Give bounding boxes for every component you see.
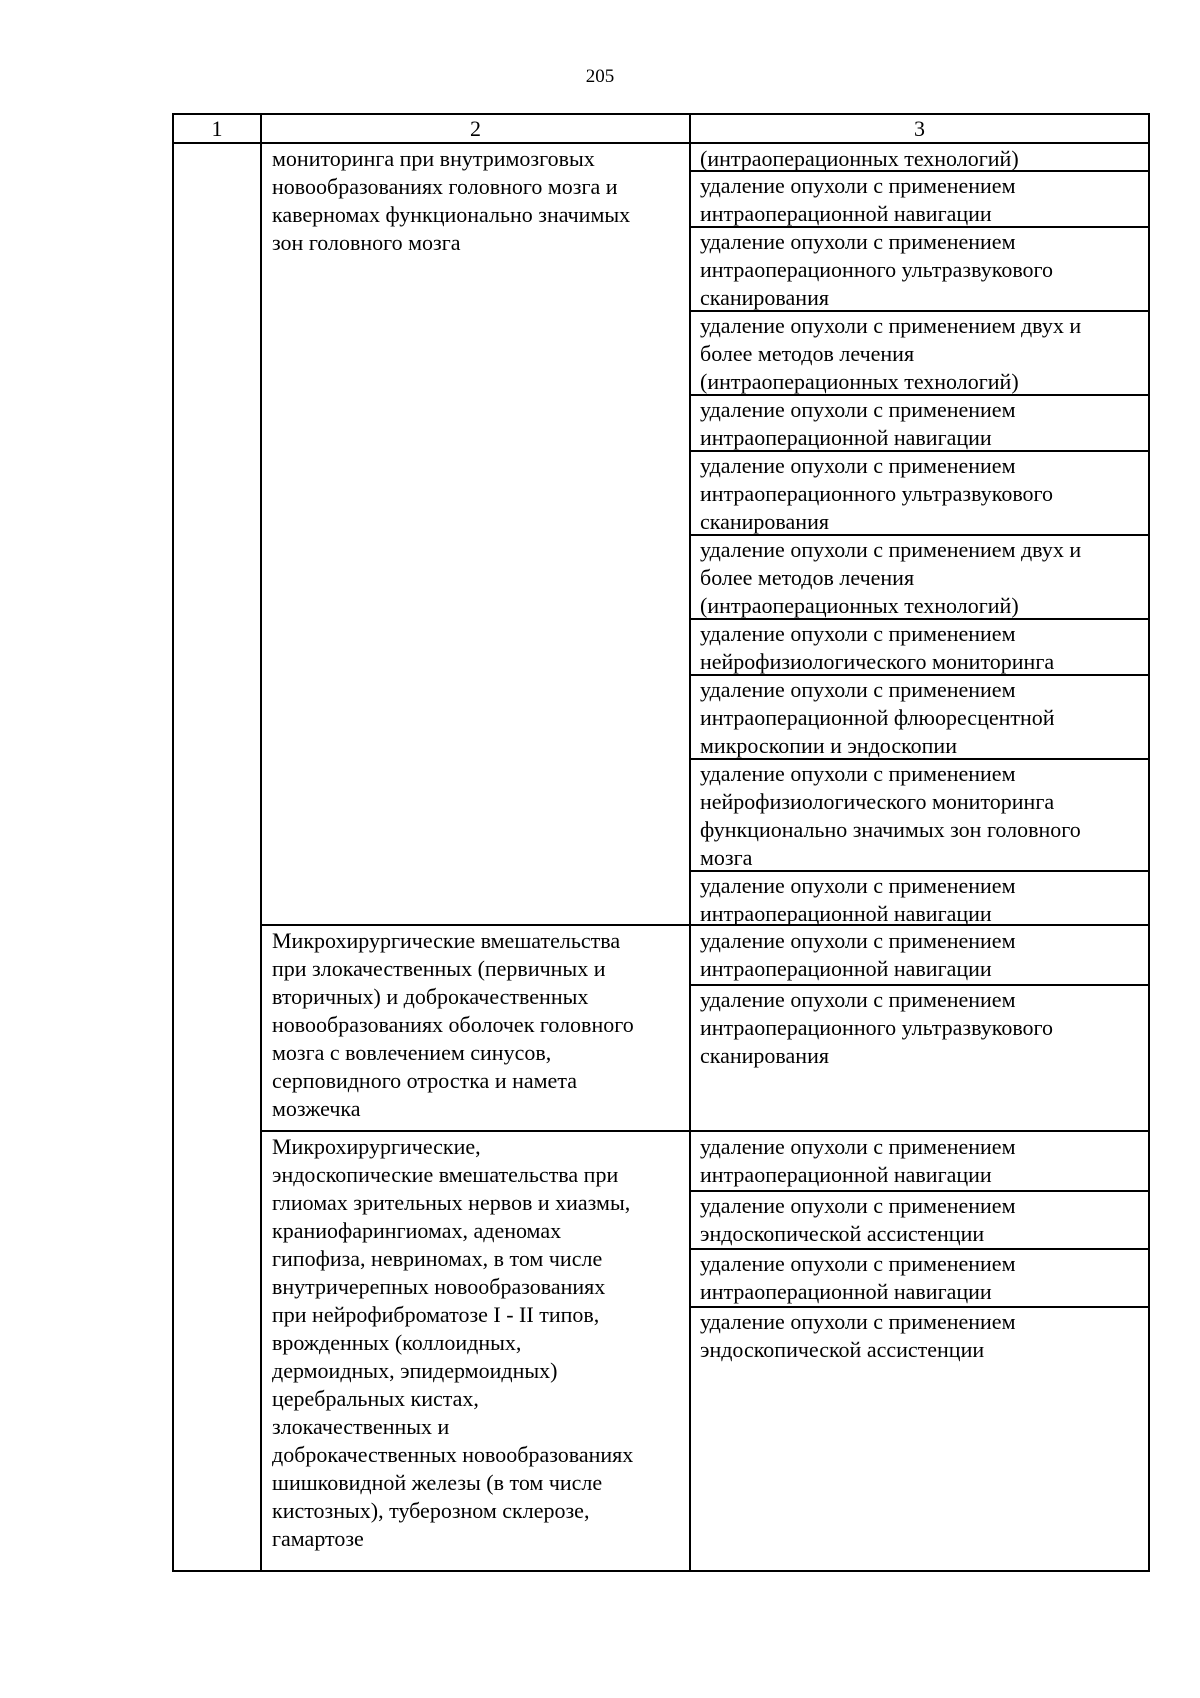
header-divider — [172, 142, 1150, 144]
method-cell: удаление опухоли с применением двух и более методов лечения (интраоперационных технологий) — [700, 313, 1082, 394]
section-cell: Микрохирургические, эндоскопические вмешательства при глиомах зрительных нервов и хиазмы, краниофарингиомах, аденомах гипофиза, невриномах, в том числе внутричерепных новообразованиях при нейрофиброматозе I - II типов, врожденных (коллоидных, дермоидных, эпидермоидных) церебральных кистах, злокачественных и доброкачественных новообразованиях шишковидной железы (в том числе кистозных), туберозном склерозе, гамартозе — [272, 1134, 634, 1551]
method-cell: удаление опухоли с применением интраоперационного ультразвукового сканирования — [700, 229, 1054, 310]
column-divider-1 — [260, 113, 262, 1572]
method-cell: удаление опухоли с применением двух и более методов лечения (интраоперационных технологий) — [700, 537, 1082, 618]
method-cell: удаление опухоли с применением интраоперационной навигации — [700, 1134, 1016, 1187]
section-cell: мониторинга при внутримозговых новообразованиях головного мозга и каверномах функционально значимых зон головного мозга — [272, 146, 631, 255]
method-cell: удаление опухоли с применением интраоперационного ультразвукового сканирования — [700, 987, 1054, 1068]
method-cell: удаление опухоли с применением нейрофизиологического мониторинга функционально значимых зон головного мозга — [700, 761, 1081, 870]
section-cell: Микрохирургические вмешательства при злокачественных (первичных и вторичных) и доброкачественных новообразованиях оболочек головного мозга с вовлечением синусов, серповидного отростка и намета мозжечка — [272, 928, 634, 1121]
method-cell: удаление опухоли с применением интраоперационной навигации — [700, 397, 1016, 450]
method-cell: (интраоперационных технологий) — [700, 146, 1019, 171]
row-divider — [260, 1130, 1150, 1132]
method-cell: удаление опухоли с применением эндоскопической ассистенции — [700, 1309, 1016, 1362]
method-cell: удаление опухоли с применением интраоперационной навигации — [700, 928, 1016, 981]
header-col-2: 2 — [470, 116, 481, 141]
header-col-1: 1 — [211, 116, 223, 141]
column-divider-2 — [689, 113, 691, 1572]
method-cell: удаление опухоли с применением интраоперационного ультразвукового сканирования — [700, 453, 1054, 534]
method-cell: удаление опухоли с применением эндоскопической ассистенции — [700, 1193, 1016, 1246]
method-cell: удаление опухоли с применением интраоперационной навигации — [700, 1251, 1016, 1304]
header-col-3: 3 — [914, 116, 925, 141]
page-number: 205 — [585, 66, 615, 87]
method-cell: удаление опухоли с применением нейрофизиологического мониторинга — [700, 621, 1055, 674]
method-cell: удаление опухоли с применением интраоперационной навигации — [700, 173, 1016, 226]
method-cell: удаление опухоли с применением интраоперационной флюоресцентной микроскопии и эндоскопии — [700, 677, 1055, 758]
method-cell: удаление опухоли с применением интраоперационной навигации — [700, 873, 1016, 926]
